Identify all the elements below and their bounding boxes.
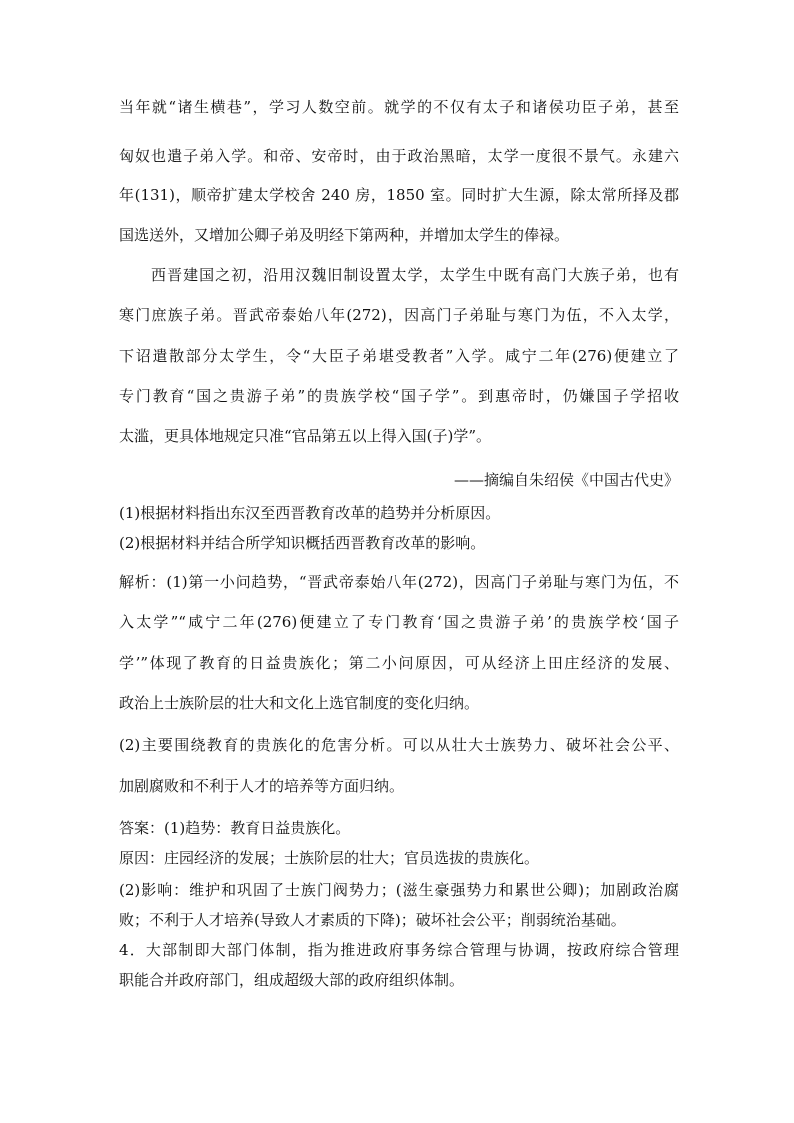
analysis-line: 加剧腐败和不利于人才的培养等方面归纳。 <box>119 777 405 795</box>
answer-line: 败；不利于人才培养(导致人才素质的下降)；破坏社会公平；削弱统治基础。 <box>119 911 626 929</box>
material-line: 当年就“诸生横巷”，学习人数空前。就学的不仅有太子和诸侯功臣子弟，甚至 <box>119 98 679 116</box>
answer-line: (2)影响：维护和巩固了士族门阀势力；(滋生豪强势力和累世公卿)；加剧政治腐 <box>119 881 679 899</box>
material-line: 西晋建国之初，沿用汉魏旧制设置太学，太学生中既有高门大族子弟，也有 <box>119 266 679 284</box>
material-line: 专门教育“国之贵游子弟”的贵族学校“国子学”。到惠帝时，仍嫌国子学招收 <box>119 387 679 405</box>
answer-line: 原因：庄园经济的发展；士族阶层的壮大；官员选拔的贵族化。 <box>119 849 540 867</box>
material-line: 年(131)，顺帝扩建太学校舍 240 房，1850 室。同时扩大生源，除太常所择及郡 <box>119 186 679 204</box>
next-question-line: 4．大部制即大部门体制，指为推进政府事务综合管理与协调，按政府综合管理 <box>119 941 679 959</box>
material-line: 匈奴也遣子弟入学。和帝、安帝时，由于政治黑暗，太学一度很不景气。永建六 <box>119 147 679 165</box>
analysis-line: (2)主要围绕教育的贵族化的危害分析。可以从壮大士族势力、破坏社会公平、 <box>119 736 679 754</box>
analysis-line: 入太学”“咸宁二年(276)便建立了专门教育‘国之贵游子弟’的贵族学校‘国子 <box>119 613 679 631</box>
material-source: ——摘编自朱绍侯《中国古代史》 <box>453 471 679 489</box>
analysis-line: 政治上士族阶层的壮大和文化上选官制度的变化归纳。 <box>119 694 480 712</box>
material-line: 太滥，更具体地规定只准“官品第五以上得入国(子)学”。 <box>119 427 492 445</box>
analysis-line: 解析：(1)第一小问趋势，“晋武帝泰始八年(272)，因高门子弟耻与寒门为伍，不 <box>119 573 679 591</box>
question-2: (2)根据材料并结合所学知识概括西晋教育改革的影响。 <box>119 534 486 552</box>
answer-line: 答案：(1)趋势：教育日益贵族化。 <box>119 819 351 837</box>
material-line: 寒门庶族子弟。晋武帝泰始八年(272)，因高门子弟耻与寒门为伍，不入太学， <box>119 306 679 324</box>
material-line: 下诏遣散部分太学生，令“大臣子弟堪受教者”入学。咸宁二年(276)便建立了 <box>119 347 679 365</box>
analysis-line: 学’”体现了教育的日益贵族化；第二小问原因，可从经济上田庄经济的发展、 <box>119 654 679 672</box>
question-1: (1)根据材料指出东汉至西晋教育改革的趋势并分析原因。 <box>119 504 501 522</box>
next-question-line: 职能合并政府部门，组成超级大部的政府组织体制。 <box>119 971 465 989</box>
material-line: 国选送外，又增加公卿子弟及明经下第两种，并增加太学生的俸禄。 <box>119 226 570 244</box>
